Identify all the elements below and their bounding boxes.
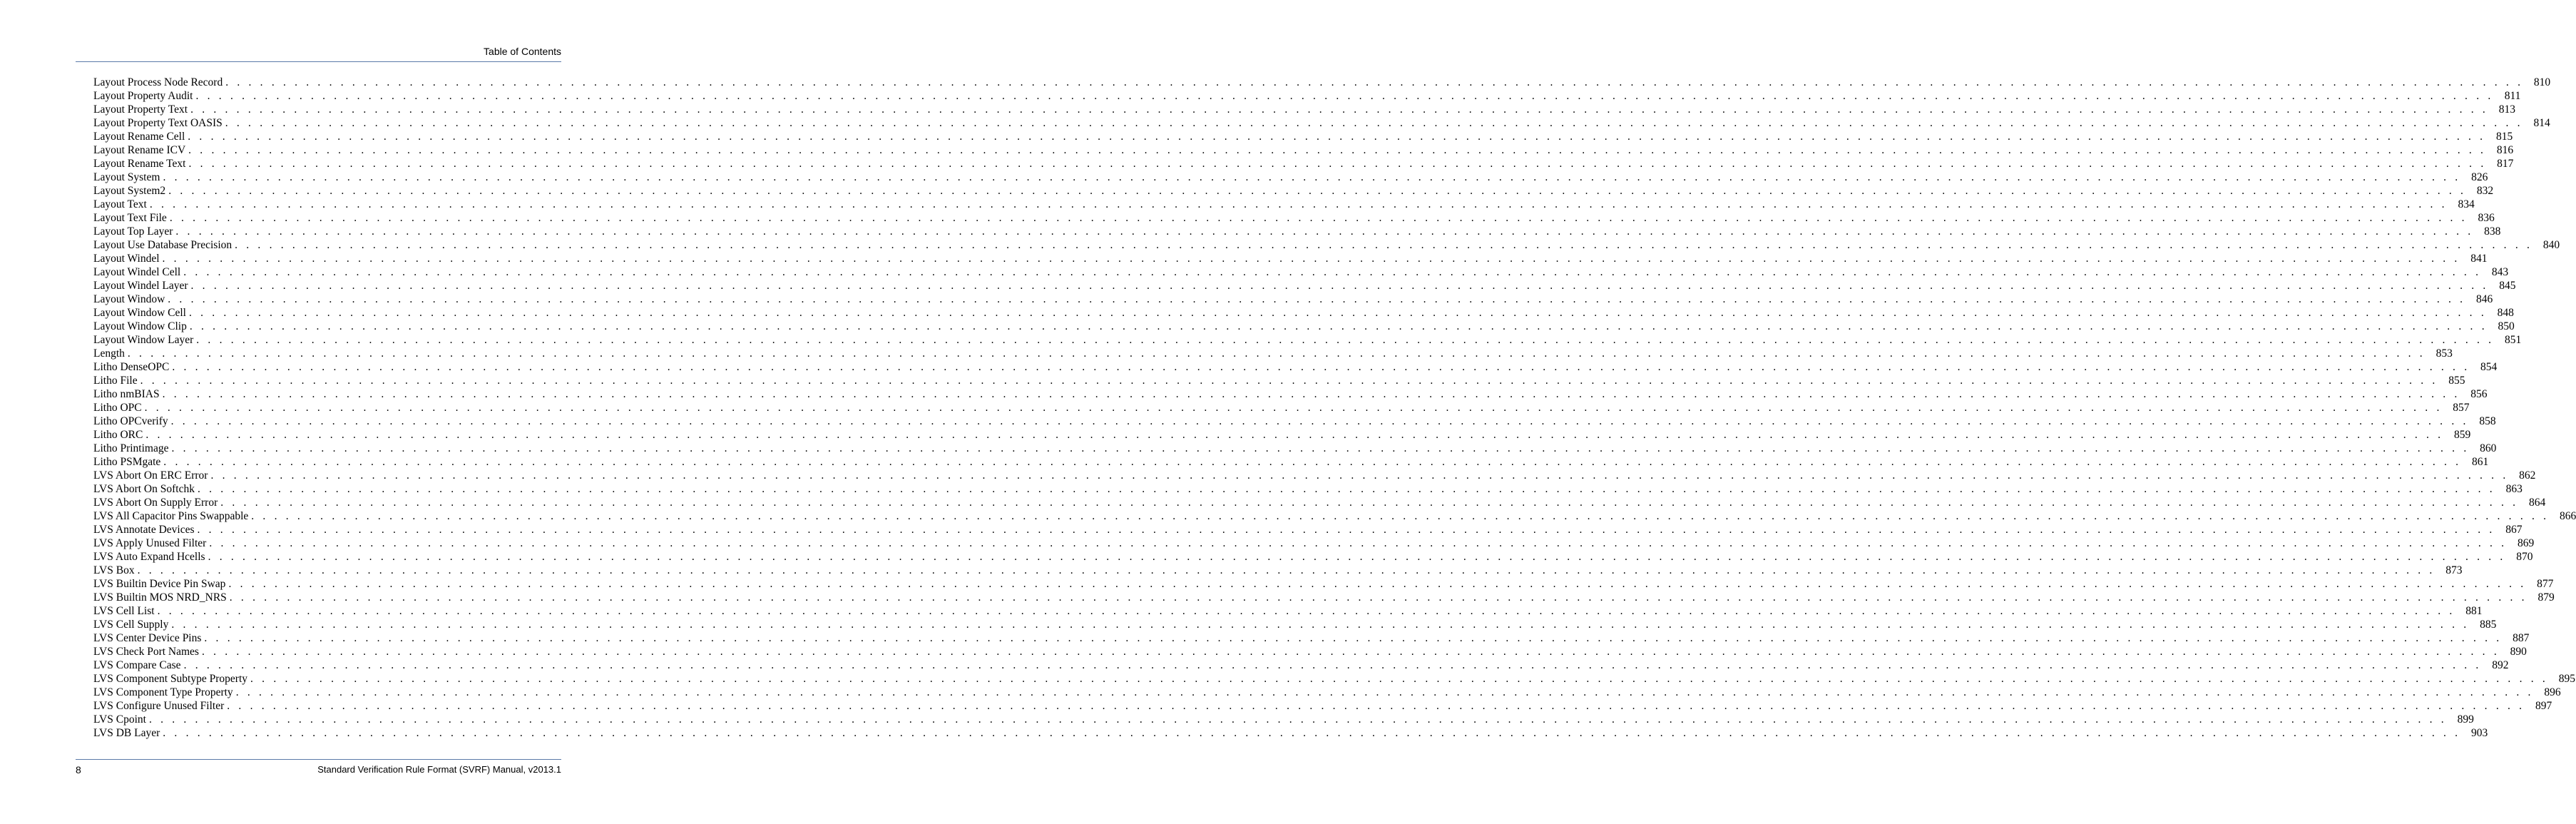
toc-entry-title: Layout Property Audit	[93, 90, 193, 102]
toc-entry-page-number: 855	[2448, 375, 2465, 387]
toc-entry[interactable]	[93, 374, 2465, 387]
toc-entry-page-number: 832	[2476, 185, 2494, 197]
toc-entry[interactable]	[93, 347, 2453, 360]
toc-entry-page-number: 864	[2528, 497, 2546, 509]
toc-dot-leader: . . . . . . . . . . . . . . . . . . . . . . . . . . . . . . . . . . . . . . . . . . . . . . . . . . . . . . . . . . . . . . . . . . . . . . . . . . . . . . . . . . . . . . . . . . . . . . . . . . . . . . . . . . . . . . . . . . . . . . . . . . . . . . . . . . . . . . . . . . . . . . . . . . . . . . . . . . . . . . . . . . . . . . . . . . . . . . . . . . . . . . . . . . . . . . . . . . . . . . . .	[250, 673, 2548, 685]
toc-entry-page-number: 810	[2533, 76, 2551, 88]
toc-entry-title: LVS Cell List	[93, 605, 155, 617]
toc-entry-title: Litho nmBIAS	[93, 388, 160, 400]
toc-entry-title: LVS Cell Supply	[93, 619, 169, 631]
toc-entry-page-number: 816	[2496, 144, 2514, 156]
toc-dot-leader: . . . . . . . . . . . . . . . . . . . . . . . . . . . . . . . . . . . . . . . . . . . . . . . . . . . . . . . . . . . . . . . . . . . . . . . . . . . . . . . . . . . . . . . . . . . . . . . . . . . . . . . . . . . . . . . . . . . . . . . . . . . . . . . . . . . . . . . . . . . . . . . . . . . . . . . . . . . . . . . . . . . . . . . . . . . . . . . . . . . . . . . . . . . . . . . . . . . . . . . .	[175, 225, 2474, 238]
toc-entry-title: Layout System2	[93, 185, 166, 197]
toc-entry-title: LVS Apply Unused Filter	[93, 537, 207, 549]
toc-entry[interactable]	[93, 103, 2516, 116]
toc-entry-title: LVS Compare Case	[93, 659, 181, 671]
toc-entry-title: Litho Printimage	[93, 442, 169, 454]
toc-entry[interactable]	[93, 157, 2514, 171]
toc-entry-page-number: 881	[2465, 605, 2483, 617]
toc-entry-page-number: 846	[2475, 293, 2493, 305]
toc-dot-leader: . . . . . . . . . . . . . . . . . . . . . . . . . . . . . . . . . . . . . . . . . . . . . . . . . . . . . . . . . . . . . . . . . . . . . . . . . . . . . . . . . . . . . . . . . . . . . . . . . . . . . . . . . . . . . . . . . . . . . . . . . . . . . . . . . . . . . . . . . . . . . . . . . . . . . . . . . . . . . . . . . . . . . . . . . . . . . . . . . . . . . . . . . . . . . . . . . . . . . . . .	[170, 415, 2469, 427]
toc-entry[interactable]	[93, 265, 2509, 279]
toc-entry-title: LVS Configure Unused Filter	[93, 700, 225, 712]
toc-dot-leader: . . . . . . . . . . . . . . . . . . . . . . . . . . . . . . . . . . . . . . . . . . . . . . . . . . . . . . . . . . . . . . . . . . . . . . . . . . . . . . . . . . . . . . . . . . . . . . . . . . . . . . . . . . . . . . . . . . . . . . . . . . . . . . . . . . . . . . . . . . . . . . . . . . . . . . . . . . . . . . . . . . . . . . . . . . . . . . . . . . . . . . . . . . . . . . . . . . . . . . . .	[210, 469, 2509, 482]
toc-entry[interactable]	[93, 171, 2488, 184]
toc-entry-page-number: 814	[2533, 117, 2550, 129]
toc-entry[interactable]	[93, 333, 2522, 347]
toc-entry[interactable]	[93, 442, 2497, 455]
toc-entry[interactable]	[93, 699, 2552, 713]
toc-entry-page-number: 817	[2497, 158, 2514, 170]
toc-dot-leader: . . . . . . . . . . . . . . . . . . . . . . . . . . . . . . . . . . . . . . . . . . . . . . . . . . . . . . . . . . . . . . . . . . . . . . . . . . . . . . . . . . . . . . . . . . . . . . . . . . . . . . . . . . . . . . . . . . . . . . . . . . . . . . . . . . . . . . . . . . . . . . . . . . . . . . . . . . . . . . . . . . . . . . . . . . . . . . . . . . . . . . . . . . . . . . . . . . . . . . . .	[189, 320, 2488, 332]
toc-entry[interactable]	[93, 414, 2496, 428]
toc-dot-leader: . . . . . . . . . . . . . . . . . . . . . . . . . . . . . . . . . . . . . . . . . . . . . . . . . . . . . . . . . . . . . . . . . . . . . . . . . . . . . . . . . . . . . . . . . . . . . . . . . . . . . . . . . . . . . . . . . . . . . . . . . . . . . . . . . . . . . . . . . . . . . . . . . . . . . . . . . . . . . . . . . . . . . . . . . . . . . . . . . . . . . . . . . . . . . . . . . . . . . . . .	[201, 646, 2500, 658]
toc-entry-title: Layout Rename Cell	[93, 131, 185, 143]
toc-entry[interactable]	[93, 618, 2497, 631]
toc-entry-page-number: 854	[2480, 361, 2498, 373]
toc-dot-leader: . . . . . . . . . . . . . . . . . . . . . . . . . . . . . . . . . . . . . . . . . . . . . . . . . . . . . . . . . . . . . . . . . . . . . . . . . . . . . . . . . . . . . . . . . . . . . . . . . . . . . . . . . . . . . . . . . . . . . . . . . . . . . . . . . . . . . . . . . . . . . . . . . . . . . . . . . . . . . . . . . . . . . . . . . . . . . . . . . . . . . . . . . . . . . . . . . . . . . . . .	[195, 90, 2494, 102]
toc-dot-leader: . . . . . . . . . . . . . . . . . . . . . . . . . . . . . . . . . . . . . . . . . . . . . . . . . . . . . . . . . . . . . . . . . . . . . . . . . . . . . . . . . . . . . . . . . . . . . . . . . . . . . . . . . . . . . . . . . . . . . . . . . . . . . . . . . . . . . . . . . . . . . . . . . . . . . . . . . . . . . . . . . . . . . . . . . . . . . . . . . . . . . . . . . . . . . . . . . . . . . . . .	[209, 537, 2508, 549]
toc-entry[interactable]	[93, 360, 2498, 374]
toc-entry[interactable]	[93, 564, 2463, 577]
toc-dot-leader: . . . . . . . . . . . . . . . . . . . . . . . . . . . . . . . . . . . . . . . . . . . . . . . . . . . . . . . . . . . . . . . . . . . . . . . . . . . . . . . . . . . . . . . . . . . . . . . . . . . . . . . . . . . . . . . . . . . . . . . . . . . . . . . . . . . . . . . . . . . . . . . . . . . . . . . . . . . . . . . . . . . . . . . . . . . . . . . . . . . . . . . . . . . . . . . . . . . . . . . .	[251, 510, 2550, 522]
toc-entry-title: Layout Windel	[93, 253, 160, 265]
toc-entry-title: LVS Cpoint	[93, 713, 146, 726]
toc-entry-title: LVS Abort On Supply Error	[93, 497, 218, 509]
toc-entry-title: LVS Center Device Pins	[93, 632, 202, 644]
toc-entry-page-number: 850	[2498, 320, 2515, 332]
toc-dot-leader: . . . . . . . . . . . . . . . . . . . . . . . . . . . . . . . . . . . . . . . . . . . . . . . . . . . . . . . . . . . . . . . . . . . . . . . . . . . . . . . . . . . . . . . . . . . . . . . . . . . . . . . . . . . . . . . . . . . . . . . . . . . . . . . . . . . . . . . . . . . . . . . . . . . . . . . . . . . . . . . . . . . . . . . . . . . . . . . . . . . . . . . . . . . . . . . . . . . . . . . .	[196, 334, 2495, 346]
toc-entry-title: Layout Top Layer	[93, 225, 173, 238]
toc-entry-page-number: 869	[2518, 537, 2535, 549]
toc-dot-leader: . . . . . . . . . . . . . . . . . . . . . . . . . . . . . . . . . . . . . . . . . . . . . . . . . . . . . . . . . . . . . . . . . . . . . . . . . . . . . . . . . . . . . . . . . . . . . . . . . . . . . . . . . . . . . . . . . . . . . . . . . . . . . . . . . . . . . . . . . . . . . . . . . . . . . . . . . . . . . . . . . . . . . . . . . . . . . . . . . . . . . . . . . . . . . . . . . . . . . . . .	[163, 171, 2461, 183]
toc-entry-page-number: 859	[2454, 429, 2471, 441]
toc-entry-title: Layout Window Clip	[93, 320, 187, 332]
toc-entry[interactable]	[93, 658, 2509, 672]
table-of-contents	[93, 76, 2576, 740]
toc-entry-title: Litho DenseOPC	[93, 361, 170, 373]
toc-entry-page-number: 873	[2445, 564, 2463, 576]
toc-dot-leader: . . . . . . . . . . . . . . . . . . . . . . . . . . . . . . . . . . . . . . . . . . . . . . . . . . . . . . . . . . . . . . . . . . . . . . . . . . . . . . . . . . . . . . . . . . . . . . . . . . . . . . . . . . . . . . . . . . . . . . . . . . . . . . . . . . . . . . . . . . . . . . . . . . . . . . . . . . . . . . . . . . . . . . . . . . . . . . . . . . . . . . . . . . . . . . . . . . . . . . . .	[188, 131, 2486, 143]
toc-entry-page-number: 866	[2559, 510, 2576, 522]
toc-entry-page-number: 895	[2558, 673, 2575, 685]
toc-dot-leader: . . . . . . . . . . . . . . . . . . . . . . . . . . . . . . . . . . . . . . . . . . . . . . . . . . . . . . . . . . . . . . . . . . . . . . . . . . . . . . . . . . . . . . . . . . . . . . . . . . . . . . . . . . . . . . . . . . . . . . . . . . . . . . . . . . . . . . . . . . . . . . . . . . . . . . . . . . . . . . . . . . . . . . . . . . . . . . . . . . . . . . . . . . . . . . . . . . . . . . . .	[149, 198, 2448, 210]
toc-entry-page-number: 885	[2480, 619, 2497, 631]
toc-entry-page-number: 887	[2513, 632, 2530, 644]
toc-entry[interactable]	[93, 130, 2513, 143]
toc-entry-title: Length	[93, 347, 125, 360]
toc-entry-page-number: 856	[2470, 388, 2488, 400]
toc-entry-title: Litho PSMgate	[93, 456, 161, 468]
toc-entry-title: Layout Use Database Precision	[93, 239, 232, 251]
toc-entry-title: LVS Component Type Property	[93, 686, 233, 698]
header-divider	[76, 61, 561, 62]
toc-dot-leader: . . . . . . . . . . . . . . . . . . . . . . . . . . . . . . . . . . . . . . . . . . . . . . . . . . . . . . . . . . . . . . . . . . . . . . . . . . . . . . . . . . . . . . . . . . . . . . . . . . . . . . . . . . . . . . . . . . . . . . . . . . . . . . . . . . . . . . . . . . . . . . . . . . . . . . . . . . . . . . . . . . . . . . . . . . . . . . . . . . . . . . . . . . . . . . . . . . . . . . . .	[225, 117, 2523, 129]
toc-dot-leader: . . . . . . . . . . . . . . . . . . . . . . . . . . . . . . . . . . . . . . . . . . . . . . . . . . . . . . . . . . . . . . . . . . . . . . . . . . . . . . . . . . . . . . . . . . . . . . . . . . . . . . . . . . . . . . . . . . . . . . . . . . . . . . . . . . . . . . . . . . . . . . . . . . . . . . . . . . . . . . . . . . . . . . . . . . . . . . . . . . . . . . . . . . . . . . . . . . . . . . . .	[168, 293, 2466, 305]
toc-entry-page-number: 892	[2492, 659, 2509, 671]
toc-dot-leader: . . . . . . . . . . . . . . . . . . . . . . . . . . . . . . . . . . . . . . . . . . . . . . . . . . . . . . . . . . . . . . . . . . . . . . . . . . . . . . . . . . . . . . . . . . . . . . . . . . . . . . . . . . . . . . . . . . . . . . . . . . . . . . . . . . . . . . . . . . . . . . . . . . . . . . . . . . . . . . . . . . . . . . . . . . . . . . . . . . . . . . . . . . . . . . . . . . . . . . . .	[235, 686, 2534, 698]
toc-entry-title: Layout Process Node Record	[93, 76, 223, 88]
toc-entry[interactable]	[93, 198, 2475, 211]
toc-entry-page-number: 813	[2498, 103, 2516, 116]
toc-dot-leader: . . . . . . . . . . . . . . . . . . . . . . . . . . . . . . . . . . . . . . . . . . . . . . . . . . . . . . . . . . . . . . . . . . . . . . . . . . . . . . . . . . . . . . . . . . . . . . . . . . . . . . . . . . . . . . . . . . . . . . . . . . . . . . . . . . . . . . . . . . . . . . . . . . . . . . . . . . . . . . . . . . . . . . . . . . . . . . . . . . . . . . . . . . . . . . . . . . . . . . . .	[188, 144, 2487, 156]
toc-entry[interactable]	[93, 509, 2576, 523]
toc-entry[interactable]	[93, 686, 2561, 699]
toc-entry-page-number: 858	[2479, 415, 2496, 427]
toc-dot-leader: . . . . . . . . . . . . . . . . . . . . . . . . . . . . . . . . . . . . . . . . . . . . . . . . . . . . . . . . . . . . . . . . . . . . . . . . . . . . . . . . . . . . . . . . . . . . . . . . . . . . . . . . . . . . . . . . . . . . . . . . . . . . . . . . . . . . . . . . . . . . . . . . . . . . . . . . . . . . . . . . . . . . . . . . . . . . . . . . . . . . . . . . . . . . . . . . . . . . . . . .	[228, 578, 2527, 590]
toc-dot-leader: . . . . . . . . . . . . . . . . . . . . . . . . . . . . . . . . . . . . . . . . . . . . . . . . . . . . . . . . . . . . . . . . . . . . . . . . . . . . . . . . . . . . . . . . . . . . . . . . . . . . . . . . . . . . . . . . . . . . . . . . . . . . . . . . . . . . . . . . . . . . . . . . . . . . . . . . . . . . . . . . . . . . . . . . . . . . . . . . . . . . . . . . . . . . . . . . . . . . . . . .	[229, 591, 2528, 604]
toc-entry-page-number: 863	[2505, 483, 2523, 495]
toc-entry-page-number: 896	[2544, 686, 2561, 698]
toc-entry[interactable]	[93, 604, 2483, 618]
toc-entry[interactable]	[93, 320, 2515, 333]
toc-entry-page-number: 860	[2480, 442, 2497, 454]
toc-entry-page-number: 857	[2453, 402, 2470, 414]
toc-entry-title: Layout System	[93, 171, 160, 183]
toc-entry-title: Layout Window	[93, 293, 165, 305]
toc-entry-page-number: 838	[2484, 225, 2501, 238]
toc-dot-leader: . . . . . . . . . . . . . . . . . . . . . . . . . . . . . . . . . . . . . . . . . . . . . . . . . . . . . . . . . . . . . . . . . . . . . . . . . . . . . . . . . . . . . . . . . . . . . . . . . . . . . . . . . . . . . . . . . . . . . . . . . . . . . . . . . . . . . . . . . . . . . . . . . . . . . . . . . . . . . . . . . . . . . . . . . . . . . . . . . . . . . . . . . . . . . . . . . . . . . . . .	[144, 402, 2443, 414]
toc-dot-leader: . . . . . . . . . . . . . . . . . . . . . . . . . . . . . . . . . . . . . . . . . . . . . . . . . . . . . . . . . . . . . . . . . . . . . . . . . . . . . . . . . . . . . . . . . . . . . . . . . . . . . . . . . . . . . . . . . . . . . . . . . . . . . . . . . . . . . . . . . . . . . . . . . . . . . . . . . . . . . . . . . . . . . . . . . . . . . . . . . . . . . . . . . . . . . . . . . . . . . . . .	[197, 483, 2495, 495]
toc-entry-page-number: 851	[2504, 334, 2522, 346]
toc-entry-page-number: 899	[2457, 713, 2474, 726]
toc-entry[interactable]	[93, 89, 2521, 103]
toc-entry[interactable]	[93, 482, 2523, 496]
toc-dot-leader: . . . . . . . . . . . . . . . . . . . . . . . . . . . . . . . . . . . . . . . . . . . . . . . . . . . . . . . . . . . . . . . . . . . . . . . . . . . . . . . . . . . . . . . . . . . . . . . . . . . . . . . . . . . . . . . . . . . . . . . . . . . . . . . . . . . . . . . . . . . . . . . . . . . . . . . . . . . . . . . . . . . . . . . . . . . . . . . . . . . . . . . . . . . . . . . . . . . . . . . .	[190, 103, 2489, 116]
toc-entry-title: Layout Text File	[93, 212, 167, 224]
toc-dot-leader: . . . . . . . . . . . . . . . . . . . . . . . . . . . . . . . . . . . . . . . . . . . . . . . . . . . . . . . . . . . . . . . . . . . . . . . . . . . . . . . . . . . . . . . . . . . . . . . . . . . . . . . . . . . . . . . . . . . . . . . . . . . . . . . . . . . . . . . . . . . . . . . . . . . . . . . . . . . . . . . . . . . . . . . . . . . . . . . . . . . . . . . . . . . . . . . . . . . . . . . .	[169, 212, 2468, 224]
toc-entry[interactable]	[93, 401, 2470, 414]
toc-entry[interactable]	[93, 713, 2474, 726]
toc-entry[interactable]	[93, 536, 2535, 550]
toc-dot-leader: . . . . . . . . . . . . . . . . . . . . . . . . . . . . . . . . . . . . . . . . . . . . . . . . . . . . . . . . . . . . . . . . . . . . . . . . . . . . . . . . . . . . . . . . . . . . . . . . . . . . . . . . . . . . . . . . . . . . . . . . . . . . . . . . . . . . . . . . . . . . . . . . . . . . . . . . . . . . . . . . . . . . . . . . . . . . . . . . . . . . . . . . . . . . . . . . . . . . . . . .	[225, 76, 2524, 88]
toc-dot-leader: . . . . . . . . . . . . . . . . . . . . . . . . . . . . . . . . . . . . . . . . . . . . . . . . . . . . . . . . . . . . . . . . . . . . . . . . . . . . . . . . . . . . . . . . . . . . . . . . . . . . . . . . . . . . . . . . . . . . . . . . . . . . . . . . . . . . . . . . . . . . . . . . . . . . . . . . . . . . . . . . . . . . . . . . . . . . . . . . . . . . . . . . . . . . . . . . . . . . . . . .	[235, 239, 2533, 251]
toc-entry-page-number: 867	[2505, 524, 2523, 536]
toc-dot-leader: . . . . . . . . . . . . . . . . . . . . . . . . . . . . . . . . . . . . . . . . . . . . . . . . . . . . . . . . . . . . . . . . . . . . . . . . . . . . . . . . . . . . . . . . . . . . . . . . . . . . . . . . . . . . . . . . . . . . . . . . . . . . . . . . . . . . . . . . . . . . . . . . . . . . . . . . . . . . . . . . . . . . . . . . . . . . . . . . . . . . . . . . . . . . . . . . . . . . . . . .	[162, 388, 2460, 400]
toc-entry-page-number: 826	[2471, 171, 2488, 183]
toc-entry-page-number: 861	[2471, 456, 2489, 468]
toc-entry-title: LVS Builtin Device Pin Swap	[93, 578, 226, 590]
toc-entry-title: LVS Builtin MOS NRD_NRS	[93, 591, 227, 604]
toc-entry[interactable]	[93, 252, 2488, 265]
toc-entry[interactable]	[93, 225, 2501, 238]
toc-dot-leader: . . . . . . . . . . . . . . . . . . . . . . . . . . . . . . . . . . . . . . . . . . . . . . . . . . . . . . . . . . . . . . . . . . . . . . . . . . . . . . . . . . . . . . . . . . . . . . . . . . . . . . . . . . . . . . . . . . . . . . . . . . . . . . . . . . . . . . . . . . . . . . . . . . . . . . . . . . . . . . . . . . . . . . . . . . . . . . . . . . . . . . . . . . . . . . . . . . . . . . . .	[204, 632, 2503, 644]
toc-dot-leader: . . . . . . . . . . . . . . . . . . . . . . . . . . . . . . . . . . . . . . . . . . . . . . . . . . . . . . . . . . . . . . . . . . . . . . . . . . . . . . . . . . . . . . . . . . . . . . . . . . . . . . . . . . . . . . . . . . . . . . . . . . . . . . . . . . . . . . . . . . . . . . . . . . . . . . . . . . . . . . . . . . . . . . . . . . . . . . . . . . . . . . . . . . . . . . . . . . . . . . . .	[172, 361, 2470, 373]
toc-dot-leader: . . . . . . . . . . . . . . . . . . . . . . . . . . . . . . . . . . . . . . . . . . . . . . . . . . . . . . . . . . . . . . . . . . . . . . . . . . . . . . . . . . . . . . . . . . . . . . . . . . . . . . . . . . . . . . . . . . . . . . . . . . . . . . . . . . . . . . . . . . . . . . . . . . . . . . . . . . . . . . . . . . . . . . . . . . . . . . . . . . . . . . . . . . . . . . . . . . . . . . . .	[197, 524, 2495, 536]
toc-dot-leader: . . . . . . . . . . . . . . . . . . . . . . . . . . . . . . . . . . . . . . . . . . . . . . . . . . . . . . . . . . . . . . . . . . . . . . . . . . . . . . . . . . . . . . . . . . . . . . . . . . . . . . . . . . . . . . . . . . . . . . . . . . . . . . . . . . . . . . . . . . . . . . . . . . . . . . . . . . . . . . . . . . . . . . . . . . . . . . . . . . . . . . . . . . . . . . . . . . . . . . . .	[127, 347, 2426, 360]
toc-dot-leader: . . . . . . . . . . . . . . . . . . . . . . . . . . . . . . . . . . . . . . . . . . . . . . . . . . . . . . . . . . . . . . . . . . . . . . . . . . . . . . . . . . . . . . . . . . . . . . . . . . . . . . . . . . . . . . . . . . . . . . . . . . . . . . . . . . . . . . . . . . . . . . . . . . . . . . . . . . . . . . . . . . . . . . . . . . . . . . . . . . . . . . . . . . . . . . . . . . . . . . . .	[163, 727, 2461, 739]
toc-dot-leader: . . . . . . . . . . . . . . . . . . . . . . . . . . . . . . . . . . . . . . . . . . . . . . . . . . . . . . . . . . . . . . . . . . . . . . . . . . . . . . . . . . . . . . . . . . . . . . . . . . . . . . . . . . . . . . . . . . . . . . . . . . . . . . . . . . . . . . . . . . . . . . . . . . . . . . . . . . . . . . . . . . . . . . . . . . . . . . . . . . . . . . . . . . . . . . . . . . . . . . . .	[227, 700, 2525, 712]
toc-entry[interactable]	[93, 306, 2514, 320]
toc-dot-leader: . . . . . . . . . . . . . . . . . . . . . . . . . . . . . . . . . . . . . . . . . . . . . . . . . . . . . . . . . . . . . . . . . . . . . . . . . . . . . . . . . . . . . . . . . . . . . . . . . . . . . . . . . . . . . . . . . . . . . . . . . . . . . . . . . . . . . . . . . . . . . . . . . . . . . . . . . . . . . . . . . . . . . . . . . . . . . . . . . . . . . . . . . . . . . . . . . . . . . . . .	[220, 497, 2519, 509]
toc-entry[interactable]	[93, 184, 2494, 198]
toc-entry-page-number: 836	[2478, 212, 2495, 224]
toc-dot-leader: . . . . . . . . . . . . . . . . . . . . . . . . . . . . . . . . . . . . . . . . . . . . . . . . . . . . . . . . . . . . . . . . . . . . . . . . . . . . . . . . . . . . . . . . . . . . . . . . . . . . . . . . . . . . . . . . . . . . . . . . . . . . . . . . . . . . . . . . . . . . . . . . . . . . . . . . . . . . . . . . . . . . . . . . . . . . . . . . . . . . . . . . . . . . . . . . . . . . . . . .	[157, 605, 2455, 617]
toc-entry-title: Litho OPC	[93, 402, 142, 414]
running-header-title: Table of Contents	[484, 46, 561, 57]
toc-entry[interactable]	[93, 550, 2533, 564]
footer-document-title: Standard Verification Rule Format (SVRF) Manual, v2013.1	[317, 764, 561, 775]
toc-entry-page-number: 843	[2491, 266, 2509, 278]
toc-entry[interactable]	[93, 726, 2488, 740]
toc-dot-leader: . . . . . . . . . . . . . . . . . . . . . . . . . . . . . . . . . . . . . . . . . . . . . . . . . . . . . . . . . . . . . . . . . . . . . . . . . . . . . . . . . . . . . . . . . . . . . . . . . . . . . . . . . . . . . . . . . . . . . . . . . . . . . . . . . . . . . . . . . . . . . . . . . . . . . . . . . . . . . . . . . . . . . . . . . . . . . . . . . . . . . . . . . . . . . . . . . . . . . . . .	[188, 307, 2487, 319]
toc-entry-title: LVS Annotate Devices	[93, 524, 195, 536]
toc-entry-page-number: 815	[2495, 131, 2513, 143]
toc-entry[interactable]	[93, 76, 2551, 89]
toc-entry-page-number: 848	[2497, 307, 2514, 319]
toc-entry-title: Litho OPCverify	[93, 415, 168, 427]
footer-page-number: 8	[76, 764, 81, 775]
toc-entry-page-number: 840	[2542, 239, 2560, 251]
toc-entry[interactable]	[93, 428, 2471, 442]
toc-dot-leader: . . . . . . . . . . . . . . . . . . . . . . . . . . . . . . . . . . . . . . . . . . . . . . . . . . . . . . . . . . . . . . . . . . . . . . . . . . . . . . . . . . . . . . . . . . . . . . . . . . . . . . . . . . . . . . . . . . . . . . . . . . . . . . . . . . . . . . . . . . . . . . . . . . . . . . . . . . . . . . . . . . . . . . . . . . . . . . . . . . . . . . . . . . . . . . . . . . . . . . . .	[148, 713, 2447, 726]
toc-entry[interactable]	[93, 143, 2514, 157]
toc-dot-leader: . . . . . . . . . . . . . . . . . . . . . . . . . . . . . . . . . . . . . . . . . . . . . . . . . . . . . . . . . . . . . . . . . . . . . . . . . . . . . . . . . . . . . . . . . . . . . . . . . . . . . . . . . . . . . . . . . . . . . . . . . . . . . . . . . . . . . . . . . . . . . . . . . . . . . . . . . . . . . . . . . . . . . . . . . . . . . . . . . . . . . . . . . . . . . . . . . . . . . . . .	[162, 253, 2460, 265]
toc-entry-page-number: 890	[2510, 646, 2527, 658]
toc-entry-page-number: 870	[2516, 551, 2533, 563]
toc-entry[interactable]	[93, 211, 2495, 225]
toc-dot-leader: . . . . . . . . . . . . . . . . . . . . . . . . . . . . . . . . . . . . . . . . . . . . . . . . . . . . . . . . . . . . . . . . . . . . . . . . . . . . . . . . . . . . . . . . . . . . . . . . . . . . . . . . . . . . . . . . . . . . . . . . . . . . . . . . . . . . . . . . . . . . . . . . . . . . . . . . . . . . . . . . . . . . . . . . . . . . . . . . . . . . . . . . . . . . . . . . . . . . . . . .	[183, 659, 2482, 671]
toc-dot-leader: . . . . . . . . . . . . . . . . . . . . . . . . . . . . . . . . . . . . . . . . . . . . . . . . . . . . . . . . . . . . . . . . . . . . . . . . . . . . . . . . . . . . . . . . . . . . . . . . . . . . . . . . . . . . . . . . . . . . . . . . . . . . . . . . . . . . . . . . . . . . . . . . . . . . . . . . . . . . . . . . . . . . . . . . . . . . . . . . . . . . . . . . . . . . . . . . . . . . . . . .	[188, 158, 2487, 170]
toc-entry-title: LVS Auto Expand Hcells	[93, 551, 205, 563]
footer-divider	[76, 759, 561, 760]
toc-entry-page-number: 811	[2504, 90, 2521, 102]
toc-entry-title: LVS Abort On ERC Error	[93, 469, 208, 482]
toc-entry-title: LVS Abort On Softchk	[93, 483, 195, 495]
toc-entry[interactable]	[93, 672, 2575, 686]
toc-entry-page-number: 879	[2537, 591, 2555, 604]
toc-dot-leader: . . . . . . . . . . . . . . . . . . . . . . . . . . . . . . . . . . . . . . . . . . . . . . . . . . . . . . . . . . . . . . . . . . . . . . . . . . . . . . . . . . . . . . . . . . . . . . . . . . . . . . . . . . . . . . . . . . . . . . . . . . . . . . . . . . . . . . . . . . . . . . . . . . . . . . . . . . . . . . . . . . . . . . . . . . . . . . . . . . . . . . . . . . . . . . . . . . . . . . . .	[137, 564, 2436, 576]
toc-dot-leader: . . . . . . . . . . . . . . . . . . . . . . . . . . . . . . . . . . . . . . . . . . . . . . . . . . . . . . . . . . . . . . . . . . . . . . . . . . . . . . . . . . . . . . . . . . . . . . . . . . . . . . . . . . . . . . . . . . . . . . . . . . . . . . . . . . . . . . . . . . . . . . . . . . . . . . . . . . . . . . . . . . . . . . . . . . . . . . . . . . . . . . . . . . . . . . . . . . . . . . . .	[168, 185, 2467, 197]
toc-entry-title: Layout Text	[93, 198, 147, 210]
toc-entry-title: LVS All Capacitor Pins Swappable	[93, 510, 249, 522]
toc-entry[interactable]	[93, 496, 2546, 509]
toc-entry-title: Layout Property Text OASIS	[93, 117, 223, 129]
toc-entry-page-number: 903	[2470, 727, 2488, 739]
toc-entry-title: Layout Property Text	[93, 103, 188, 116]
toc-entry[interactable]	[93, 469, 2536, 482]
toc-dot-leader: . . . . . . . . . . . . . . . . . . . . . . . . . . . . . . . . . . . . . . . . . . . . . . . . . . . . . . . . . . . . . . . . . . . . . . . . . . . . . . . . . . . . . . . . . . . . . . . . . . . . . . . . . . . . . . . . . . . . . . . . . . . . . . . . . . . . . . . . . . . . . . . . . . . . . . . . . . . . . . . . . . . . . . . . . . . . . . . . . . . . . . . . . . . . . . . . . . . . . . . .	[140, 375, 2438, 387]
toc-dot-leader: . . . . . . . . . . . . . . . . . . . . . . . . . . . . . . . . . . . . . . . . . . . . . . . . . . . . . . . . . . . . . . . . . . . . . . . . . . . . . . . . . . . . . . . . . . . . . . . . . . . . . . . . . . . . . . . . . . . . . . . . . . . . . . . . . . . . . . . . . . . . . . . . . . . . . . . . . . . . . . . . . . . . . . . . . . . . . . . . . . . . . . . . . . . . . . . . . . . . . . . .	[163, 456, 2462, 468]
toc-entry[interactable]	[93, 293, 2493, 306]
toc-dot-leader: . . . . . . . . . . . . . . . . . . . . . . . . . . . . . . . . . . . . . . . . . . . . . . . . . . . . . . . . . . . . . . . . . . . . . . . . . . . . . . . . . . . . . . . . . . . . . . . . . . . . . . . . . . . . . . . . . . . . . . . . . . . . . . . . . . . . . . . . . . . . . . . . . . . . . . . . . . . . . . . . . . . . . . . . . . . . . . . . . . . . . . . . . . . . . . . . . . . . . . . .	[208, 551, 2506, 563]
toc-entry-title: Layout Windel Cell	[93, 266, 181, 278]
toc-entry-page-number: 845	[2499, 280, 2516, 292]
toc-dot-leader: . . . . . . . . . . . . . . . . . . . . . . . . . . . . . . . . . . . . . . . . . . . . . . . . . . . . . . . . . . . . . . . . . . . . . . . . . . . . . . . . . . . . . . . . . . . . . . . . . . . . . . . . . . . . . . . . . . . . . . . . . . . . . . . . . . . . . . . . . . . . . . . . . . . . . . . . . . . . . . . . . . . . . . . . . . . . . . . . . . . . . . . . . . . . . . . . . . . . . . . .	[183, 266, 2482, 278]
toc-entry[interactable]	[93, 577, 2554, 591]
toc-entry-title: Layout Rename Text	[93, 158, 186, 170]
toc-entry-title: Layout Window Cell	[93, 307, 186, 319]
toc-entry-page-number: 841	[2470, 253, 2488, 265]
toc-entry[interactable]	[93, 523, 2523, 536]
toc-entry-title: LVS DB Layer	[93, 727, 160, 739]
toc-dot-leader: . . . . . . . . . . . . . . . . . . . . . . . . . . . . . . . . . . . . . . . . . . . . . . . . . . . . . . . . . . . . . . . . . . . . . . . . . . . . . . . . . . . . . . . . . . . . . . . . . . . . . . . . . . . . . . . . . . . . . . . . . . . . . . . . . . . . . . . . . . . . . . . . . . . . . . . . . . . . . . . . . . . . . . . . . . . . . . . . . . . . . . . . . . . . . . . . . . . . . . . .	[145, 429, 2444, 441]
toc-entry-page-number: 862	[2519, 469, 2536, 482]
toc-entry[interactable]	[93, 279, 2516, 293]
toc-entry-page-number: 897	[2535, 700, 2552, 712]
toc-entry[interactable]	[93, 116, 2550, 130]
toc-entry-page-number: 834	[2458, 198, 2475, 210]
toc-entry[interactable]	[93, 645, 2527, 658]
toc-entry-title: Litho ORC	[93, 429, 143, 441]
toc-entry-page-number: 853	[2436, 347, 2453, 360]
toc-dot-leader: . . . . . . . . . . . . . . . . . . . . . . . . . . . . . . . . . . . . . . . . . . . . . . . . . . . . . . . . . . . . . . . . . . . . . . . . . . . . . . . . . . . . . . . . . . . . . . . . . . . . . . . . . . . . . . . . . . . . . . . . . . . . . . . . . . . . . . . . . . . . . . . . . . . . . . . . . . . . . . . . . . . . . . . . . . . . . . . . . . . . . . . . . . . . . . . . . . . . . . . .	[171, 619, 2470, 631]
toc-entry-title: Layout Window Layer	[93, 334, 194, 346]
toc-entry[interactable]	[93, 631, 2530, 645]
toc-dot-leader: . . . . . . . . . . . . . . . . . . . . . . . . . . . . . . . . . . . . . . . . . . . . . . . . . . . . . . . . . . . . . . . . . . . . . . . . . . . . . . . . . . . . . . . . . . . . . . . . . . . . . . . . . . . . . . . . . . . . . . . . . . . . . . . . . . . . . . . . . . . . . . . . . . . . . . . . . . . . . . . . . . . . . . . . . . . . . . . . . . . . . . . . . . . . . . . . . . . . . . . .	[171, 442, 2470, 454]
toc-entry-title: LVS Box	[93, 564, 135, 576]
toc-entry-title: LVS Component Subtype Property	[93, 673, 248, 685]
toc-entry[interactable]	[93, 591, 2555, 604]
toc-entry-page-number: 877	[2537, 578, 2554, 590]
toc-entry-title: Layout Windel Layer	[93, 280, 188, 292]
toc-entry-title: Litho File	[93, 375, 138, 387]
toc-entry[interactable]	[93, 238, 2560, 252]
toc-entry[interactable]	[93, 387, 2488, 401]
toc-entry-title: LVS Check Port Names	[93, 646, 199, 658]
toc-entry-title: Layout Rename ICV	[93, 144, 186, 156]
toc-entry[interactable]	[93, 455, 2489, 469]
toc-dot-leader: . . . . . . . . . . . . . . . . . . . . . . . . . . . . . . . . . . . . . . . . . . . . . . . . . . . . . . . . . . . . . . . . . . . . . . . . . . . . . . . . . . . . . . . . . . . . . . . . . . . . . . . . . . . . . . . . . . . . . . . . . . . . . . . . . . . . . . . . . . . . . . . . . . . . . . . . . . . . . . . . . . . . . . . . . . . . . . . . . . . . . . . . . . . . . . . . . . . . . . . .	[190, 280, 2489, 292]
